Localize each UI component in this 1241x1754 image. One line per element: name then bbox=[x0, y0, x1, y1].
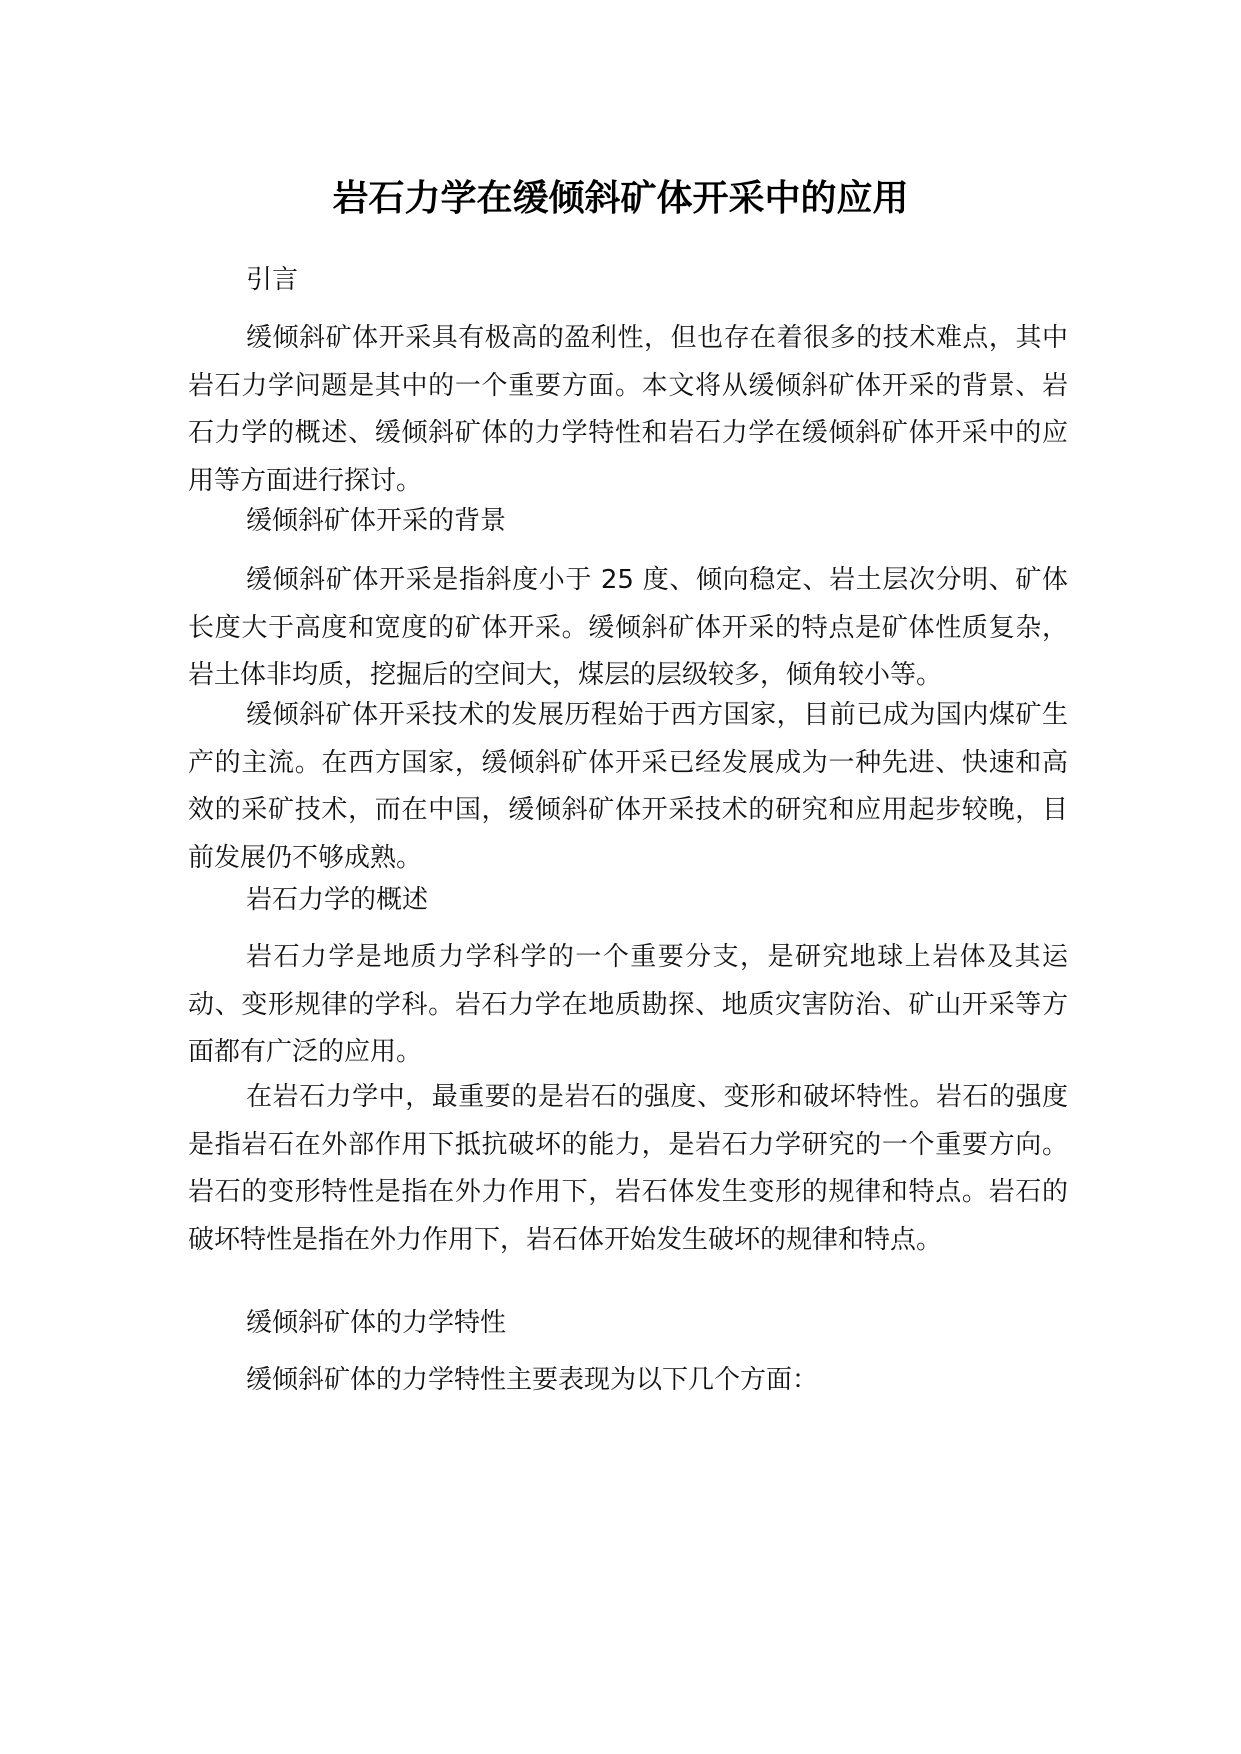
overview-heading: 岩石力学的概述 bbox=[246, 885, 429, 915]
mechanics-paragraph: 缓倾斜矿体的力学特性主要表现为以下几个方面： bbox=[246, 1365, 819, 1395]
intro-paragraph: 缓倾斜矿体开采具有极高的盈利性，但也存在着很多的技术难点，其中岩石力学问题是其中的一个重要方面。本文将从缓倾斜矿体开采的背景、岩石力学的概述、缓倾斜矿体的力学特性和岩石力学在缓倾斜矿体开采中的应用等方面进行探讨。 bbox=[188, 323, 1068, 496]
overview-paragraph-1: 岩石力学是地质力学科学的一个重要分支，是研究地球上岩体及其运动、变形规律的学科。岩石力学在地质勘探、地质灾害防治、矿山开采等方面都有广泛的应用。 bbox=[188, 942, 1068, 1067]
background-paragraph-1: 缓倾斜矿体开采是指斜度小于 25 度、倾向稳定、岩土层次分明、矿体长度大于高度和宽度的矿体开采。缓倾斜矿体开采的特点是矿体性质复杂，岩土体非均质，挖掘后的空间大，煤层的层级较多，倾角较小等。 bbox=[188, 565, 1068, 690]
mechanics-heading: 缓倾斜矿体的力学特性 bbox=[246, 1308, 507, 1338]
intro-heading: 引言 bbox=[246, 265, 299, 295]
background-paragraph-2: 缓倾斜矿体开采技术的发展历程始于西方国家，目前已成为国内煤矿生产的主流。在西方国家，缓倾斜矿体开采已经发展成为一种先进、快速和高效的采矿技术，而在中国，缓倾斜矿体开采技术的研究和应用起步较晚，目前发展仍不够成熟。 bbox=[188, 700, 1068, 873]
overview-paragraph-2: 在岩石力学中，最重要的是岩石的强度、变形和破坏特性。岩石的强度是指岩石在外部作用下抵抗破坏的能力，是岩石力学研究的一个重要方向。岩石的变形特性是指在外力作用下，岩石体发生变形的规律和特点。岩石的破坏特性是指在外力作用下，岩石体开始发生破坏的规律和特点。 bbox=[188, 1082, 1068, 1255]
document-title: 岩石力学在缓倾斜矿体开采中的应用 bbox=[332, 178, 909, 219]
background-heading: 缓倾斜矿体开采的背景 bbox=[246, 506, 507, 536]
